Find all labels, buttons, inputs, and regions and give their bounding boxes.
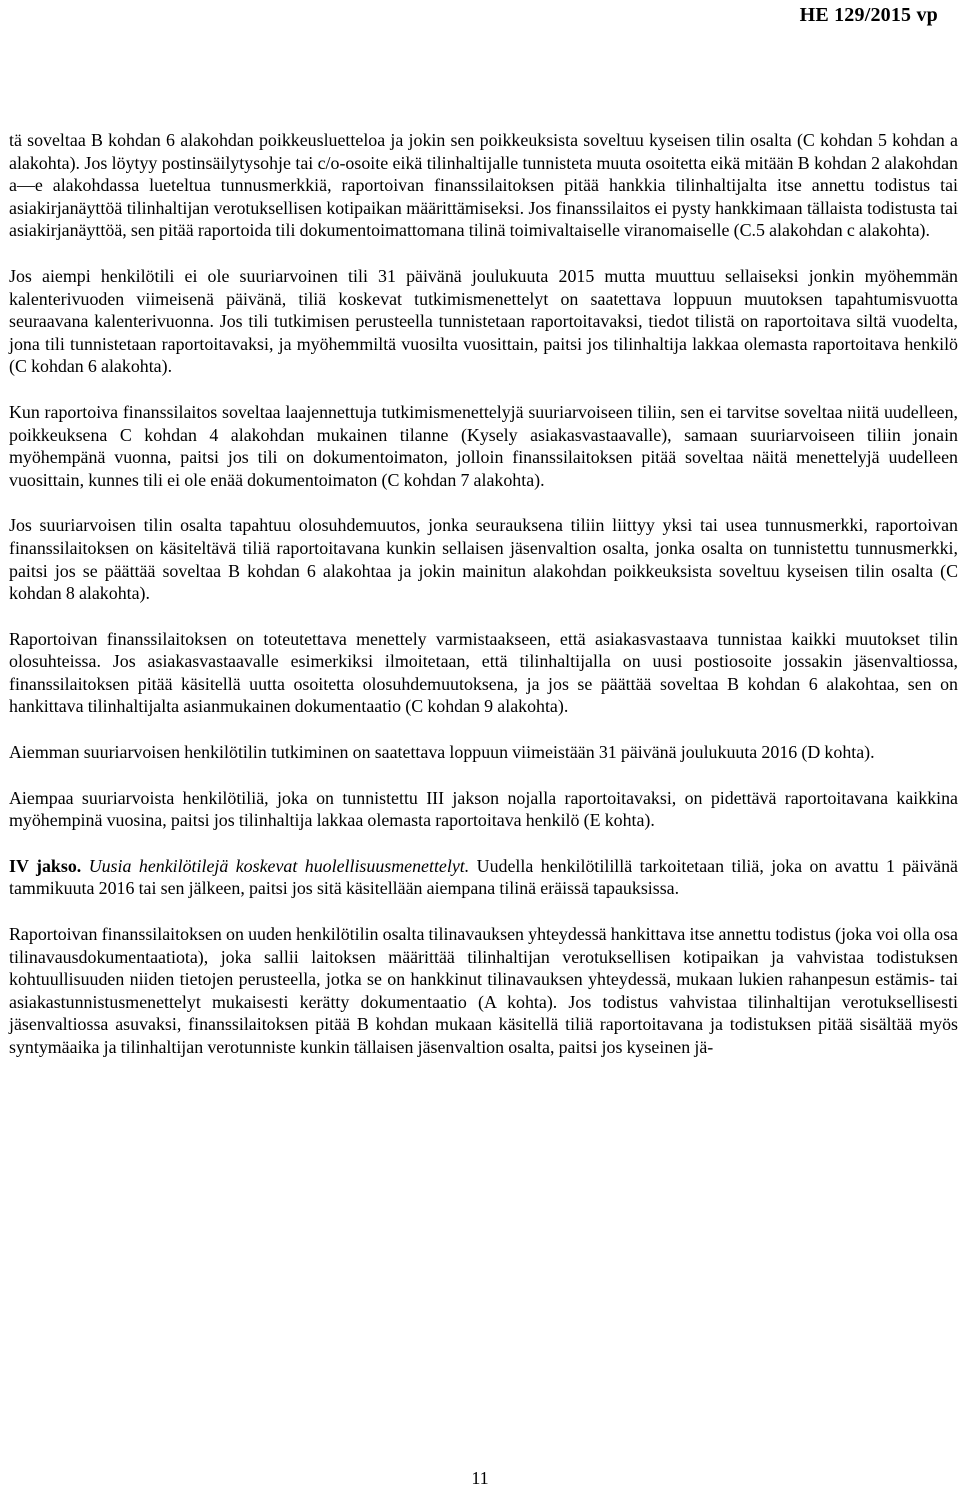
paragraph-2: Jos aiempi henkilötili ei ole suuriarvoinen tili 31 päivänä joulukuuta 2015 mutta muuttuu sellaiseksi jonkin myöhemmän kalenterivuoden viimeisenä päivänä, tiliä koskevat tutkimismenettelyt on saatettava loppuun muutoksen tapahtumisvuotta seuraavana kalenterivuonna. Jos tili tutkimisen perusteella tunnistetaan raportoitavaksi, tiedot tilistä on raportoitava siltä vuodelta, jona tili tunnistetaan raportoitavaksi, ja myöhemmiltä vuosilta vuosittain, paitsi jos tilinhaltija lakkaa olemasta raportoitava henkilö (C kohdan 6 alakohta). — [9, 265, 958, 377]
document-body — [9, 129, 958, 1082]
section-iv-title: Uusia henkilötilejä koskevat huolellisuusmenettelyt. — [88, 855, 470, 876]
section-iv-body: Uudella henkilötilillä tarkoitetaan tiliä, joka on avattu 1 päivänä tammikuuta 2016 tai sen jälkeen, paitsi jos sitä käsitellään aiempana tilinä eräissä tapauksissa. — [9, 855, 958, 899]
paragraph-7: Aiempaa suuriarvoista henkilötiliä, joka on tunnistettu III jakson nojalla raportoitavaksi, on pidettävä raportoitavana kaikkina myöhempinä vuosina, paitsi jos tilinhaltija lakkaa olemasta raportoitava henkilö (E kohta). — [9, 787, 958, 831]
section-iv-label: IV jakso. — [9, 855, 82, 876]
paragraph-last: Raportoivan finanssilaitoksen on uuden henkilötilin osalta tilinavauksen yhteydessä hankittava itse annettu todistus (joka voi olla osa tilinavausdokumentaatiota), joka sallii laitoksen määrittää tilinhaltijan verotuksellisen kotipaikan ja vahvistaa todistuksen kohtuullisuuden niiden tietojen perusteella, jotka se on hankkinut tilinavauksen yhteydessä, mukaan lukien rahanpesun estämis- tai asiakastunnistusmenettelyt mukaisesti kerätty dokumentaatio (A kohta). Jos todistus vahvistaa tilinhaltijan verotuksellisesti jäsenvaltiossa asuvaksi, finanssilaitoksen pitää B kohdan mukaan käsitellä tiliä raportoitavana ja todistuksen pitää sisältää myös syntymäaika ja tilinhaltijan verotunniste kunkin tällaisen jäsenvaltion osalta, paitsi jos kyseinen jä- — [9, 924, 958, 1057]
paragraph-5: Raportoivan finanssilaitoksen on toteutettava menettely varmistaakseen, että asiakasvastaava tunnistaa kaikki muutokset tilin olosuhteissa. Jos asiakasvastaavalle esimerkiksi ilmoitetaan, että tilinhaltijalla on uusi postiosoite jossakin jäsenvaltiossa, finanssilaitoksen pitää käsitellä uutta osoitetta olosuhdemuutoksena, ja jos se päättää soveltaa B kohdan 6 alakohtaa, sen on hankittava tilinhaltijalta asianmukainen dokumentaatio (C kohdan 9 alakohta). — [9, 628, 958, 717]
section-iv-paragraph — [9, 855, 958, 900]
page-number: 11 — [471, 1468, 489, 1488]
paragraph-6: Aiemman suuriarvoisen henkilötilin tutkiminen on saatettava loppuun viimeistään 31 päivänä joulukuuta 2016 (D kohta). — [9, 742, 875, 763]
document-id-header: HE 129/2015 vp — [799, 4, 938, 26]
paragraph-3: Kun raportoiva finanssilaitos soveltaa laajennettuja tutkimismenettelyjä suuriarvoiseen tiliin, sen ei tarvitse soveltaa niitä uudelleen, poikkeuksena C kohdan 4 alakohdan mukainen tilanne (Kysely asiakasvastaavalle), samaan suuriarvoiseen tiliin jonain myöhempänä vuonna, paitsi jos tili on dokumentoimaton, jolloin finanssilaitoksen pitää soveltaa näitä menettelyjä uudelleen vuosittain, kunnes tili ei ole enää dokumentoimaton (C kohdan 7 alakohta). — [9, 401, 958, 490]
paragraph-1: tä soveltaa B kohdan 6 alakohdan poikkeusluetteloa ja jokin sen poikkeuksista soveltuu kyseisen tilin osalta (C kohdan 5 kohdan a alakohta). Jos löytyy postinsäilytysohje tai c/o-osoite eikä tilinhaltijalle tunnisteta muuta osoitetta eikä mitään B kohdan 2 alakohdan a—e alakohdassa lueteltua tunnusmerkkiä, raportoivan finanssilaitoksen pitää hankkia tilinhaltijalta itse annettu todistus tai asiakirjanäyttöä tilinhaltijan verotuksellisen kotipaikan määrittämiseksi. Jos finanssilaitos ei pysty hankkimaan tällaista todistusta tai asiakirjanäyttöä, sen pitää raportoida tili dokumentoimattomana tilinä toimivaltaiselle viranomaiselle (C.5 alakohdan c alakohta). — [9, 130, 958, 241]
paragraph-4: Jos suuriarvoisen tilin osalta tapahtuu olosuhdemuutos, jonka seurauksena tiliin liittyy yksi tai usea tunnusmerkki, raportoivan finanssilaitoksen on käsiteltävä tiliä raportoitavana kunkin sellaisen jäsenvaltion osalta, jonka osalta on tunnistettu tunnusmerkki, paitsi jos se päättää soveltaa B kohdan 6 alakohtaa ja jokin mainitun alakohdan poikkeuksista soveltuu kyseisen tilin osalta (C kohdan 8 alakohta). — [9, 515, 958, 604]
